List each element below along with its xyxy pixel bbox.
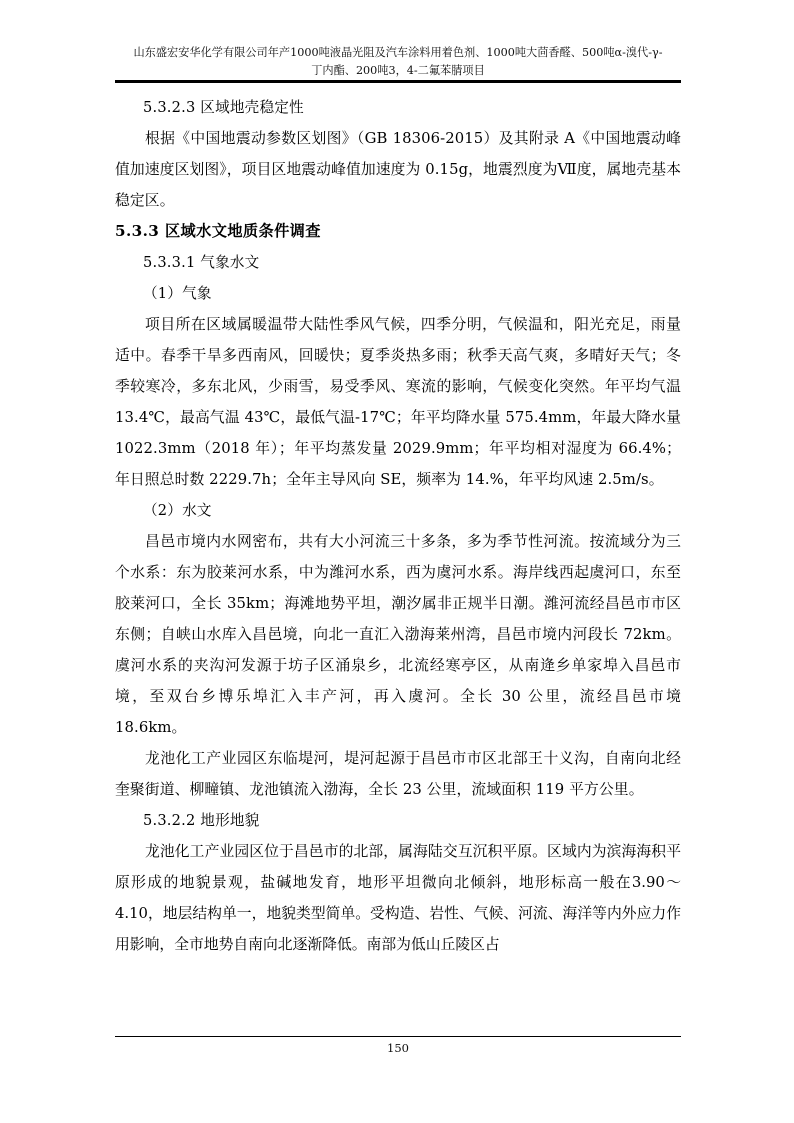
running-header xyxy=(115,44,681,80)
heading-5-3-2-2: 5.3.2.2 地形地貌 xyxy=(143,812,260,829)
paragraph-crustal-stability: 根据《中国地震动参数区划图》（GB 18306-2015）及其附录 A《中国地震动峰值加速度区划图》，项目区地震动峰值加速度为 0.15g，地震烈度为Ⅶ度，属地壳基本稳定区。 xyxy=(115,130,682,209)
heading-5-3-3: 5.3.3 区域水文地质条件调查 xyxy=(115,222,321,240)
paragraph-hydrology-digou-river: 龙池化工产业园区东临堤河，堤河起源于昌邑市市区北部王十义沟，自南向北经奎聚街道、柳疃镇、龙池镇流入渤海，全长 23 公里，流域面积 119 平方公里。 xyxy=(115,750,681,798)
heading-meteorology: （1）气象 xyxy=(143,285,212,302)
heading-5-3-3-1: 5.3.3.1 气象水文 xyxy=(143,254,260,271)
heading-hydrology: （2）水文 xyxy=(143,502,212,519)
page-number: 150 xyxy=(387,1041,409,1055)
paragraph-meteorology: 项目所在区域属暖温带大陆性季风气候，四季分明，气候温和，阳光充足，雨量适中。春季干旱多西南风，回暖快；夏季炎热多雨；秋季天高气爽，多晴好天气；冬季较寒冷，多东北风，少雨雪，易受季风、寒流的影响，气候变化突然。年平均气温 13.4℃，最高气温 43℃，最低气温-17℃；年平均降水量 575.4mm，年最大降水量 1022.3mm（2018 年）；年平均蒸发量 2029.9mm；年平均相对湿度为 66.4%；年日照总时数 2229.7h；全年主导风向 SE，频率为 14.%，年平均风速 2.5m/s。 xyxy=(115,316,681,488)
paragraph-hydrology-rivers: 昌邑市境内水网密布，共有大小河流三十多条，多为季节性河流。按流域分为三个水系：东为胶莱河水系，中为潍河水系，西为虞河水系。海岸线西起虞河口，东至胶莱河口，全长 35km；海滩地势平坦，潮汐属非正规半日潮。潍河流经昌邑市市区东侧；自峡山水库入昌邑境，向北一直汇入渤海莱州湾，昌邑市境内河段长 72km。虞河水系的夹沟河发源于坊子区涌泉乡，北流经寒亭区，从南逄乡单家埠入昌邑市境，至双台乡博乐埠汇入丰产河，再入虞河。全长 30 公里，流经昌邑市境 18.6km。 xyxy=(115,533,681,736)
footer-divider-rule xyxy=(115,1036,681,1037)
paragraph-landform: 龙池化工产业园区位于昌邑市的北部，属海陆交互沉积平原。区域内为滨海海积平原形成的地貌景观，盐碱地发育，地形平坦微向北倾斜，地形标高一般在3.90～4.10，地层结构单一，地貌类型简单。受构造、岩性、气候、河流、海洋等内外应力作用影响，全市地势自南向北逐渐降低。南部为低山丘陵区占 xyxy=(115,843,681,953)
page-body xyxy=(115,92,681,960)
heading-5-3-2-3: 5.3.2.3 区域地壳稳定性 xyxy=(143,99,304,116)
header-line-1: 山东盛宏安华化学有限公司年产1000吨液晶光阻及汽车涂料用着色剂、1000吨大茴香醛、500吨α-溴代-γ- xyxy=(133,46,663,59)
header-divider-rule xyxy=(115,80,681,83)
header-line-2: 丁内酯、200吨3，4-二氟苯腈项目 xyxy=(311,64,485,77)
